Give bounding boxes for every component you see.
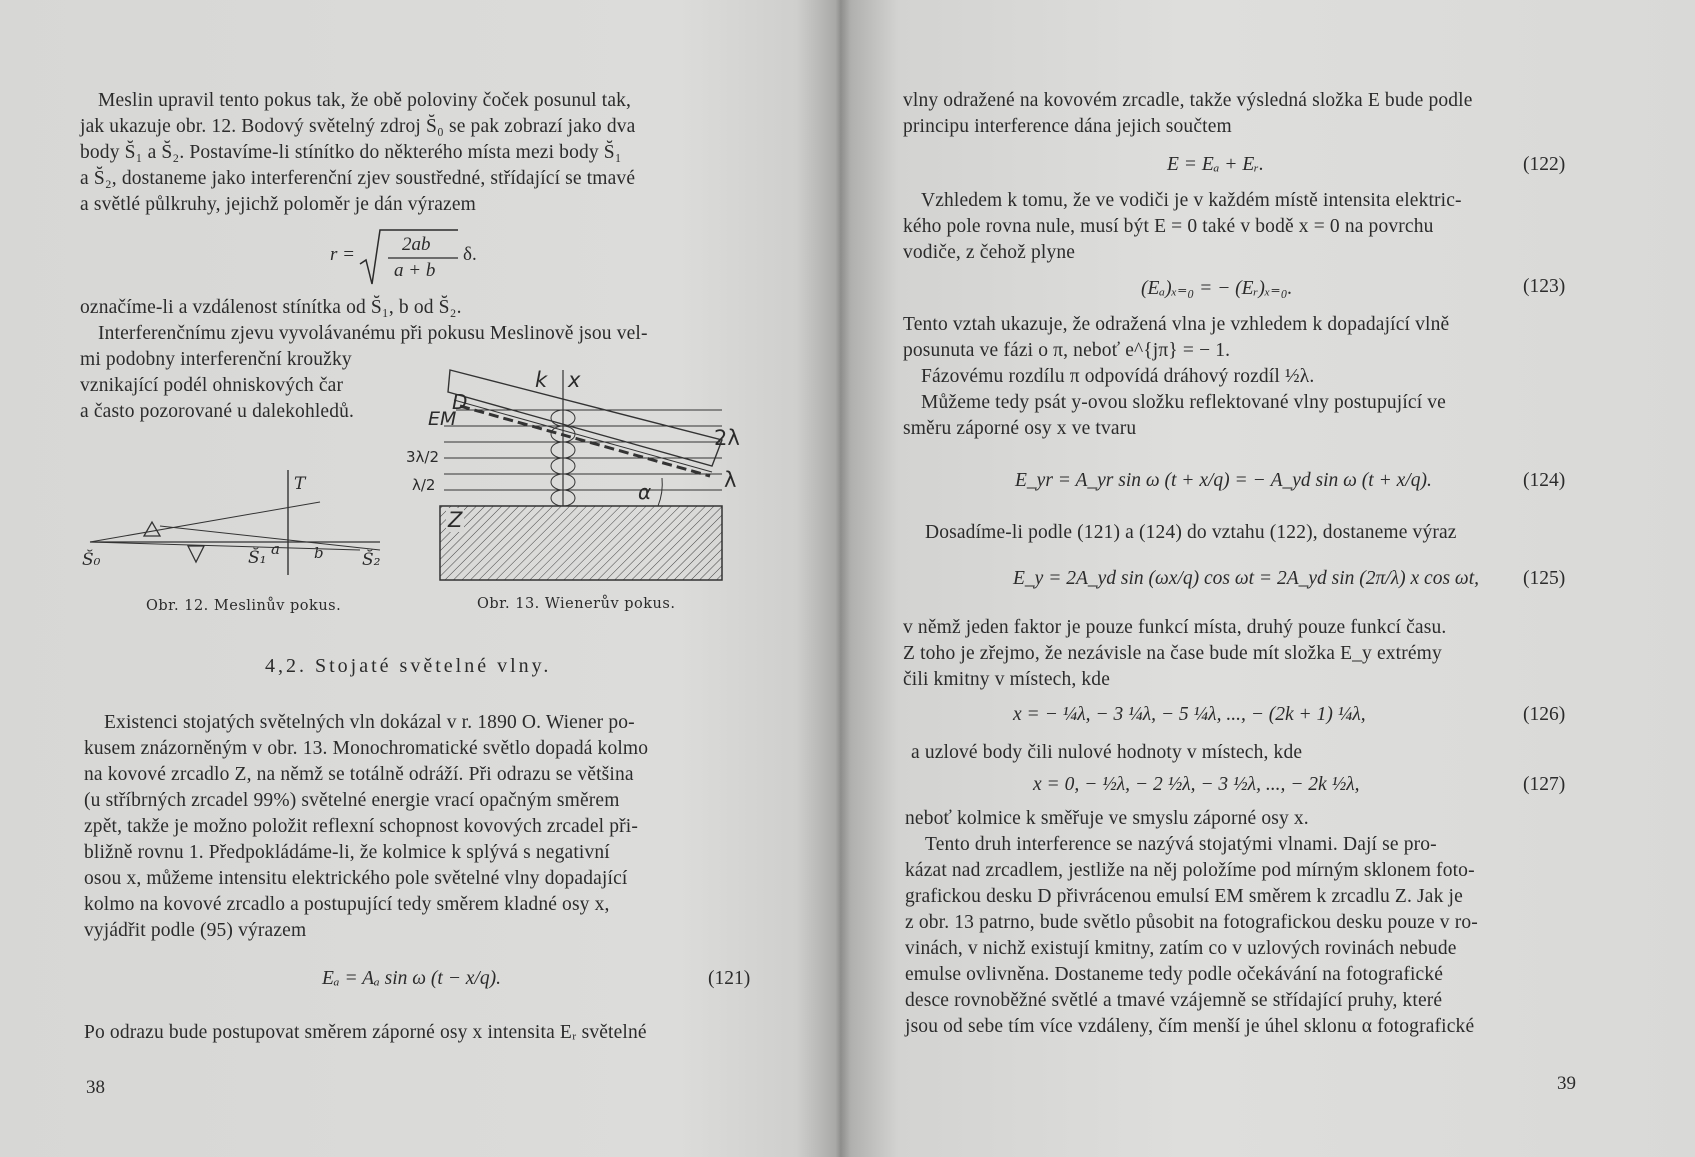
page-number-right: 39: [1557, 1073, 1576, 1094]
section-heading: 4,2. Stojaté světelné vlny.: [265, 655, 552, 677]
right-para5-line: Z toho je zřejmo, že nezávisle na čase bude mít složka E_y extrémy: [903, 643, 1442, 664]
fig12-label-S2: S̆₂: [362, 550, 381, 570]
fig13-label-D: D: [452, 390, 468, 414]
equation-127-number: (127): [1523, 774, 1566, 795]
right-para3-line: směru záporné osy x ve tvaru: [903, 418, 1137, 439]
left-para1-line: jak ukazuje obr. 12. Bodový světelný zdroj S̆₀ se pak zobrazí jako dva: [80, 116, 636, 137]
fig13-label-Z: Z: [448, 508, 463, 532]
left-para4-line: (u stříbrných zrcadel 99%) světelné energie vrací opačným směrem: [84, 790, 620, 811]
fig12-label-S1: S̆₁: [248, 548, 267, 568]
left-para4-line: kolmo na kovové zrcadlo a postupující tedy směrem kladné osy x,: [84, 894, 610, 915]
right-para1-line: vlny odražené na kovovém zrcadle, takže výsledná složka E bude podle: [903, 90, 1473, 111]
equation-123: (Eₐ)ₓ₌₀ = − (Eᵣ)ₓ₌₀.: [1141, 278, 1293, 299]
figure-13: [400, 370, 740, 582]
right-para7-line: desce rovnoběžné světlé a tmavé vzájemně se střídající pruhy, které: [905, 990, 1443, 1011]
fig12-label-T: T: [294, 474, 306, 494]
right-para7-line: kázat nad zrcadlem, jestliže na něj položíme pod mírným sklonem foto-: [905, 860, 1475, 881]
left-para1-line: a S̆₂, dostaneme jako interferenční zjev soustředné, střídající se tmavé: [80, 168, 636, 189]
eq-r-numerator: 2ab: [402, 234, 431, 255]
right-para3-line: Tento vztah ukazuje, že odražená vlna je vzhledem k dopadající vlně: [903, 314, 1450, 335]
right-page: [845, 0, 1695, 1157]
figure-12-caption: Obr. 12. Meslinův pokus.: [146, 598, 342, 614]
left-para2: označíme-li a vzdálenost stínítka od S̆₁, b od S̆₂.: [80, 297, 462, 318]
fig13-label-half: λ/2: [412, 476, 436, 494]
equation-122-number: (122): [1523, 154, 1566, 175]
fig12-label-S0: S̆₀: [82, 550, 101, 570]
left-para1-line: Meslin upravil tento pokus tak, že obě poloviny čoček posunul tak,: [98, 90, 632, 111]
fig12-label-b: b: [314, 544, 324, 562]
left-para4-line: kusem znázorněným v obr. 13. Monochromatické světlo dopadá kolmo: [84, 738, 649, 759]
equation-125-number: (125): [1523, 568, 1566, 589]
left-para4-line: vyjádřit podle (95) výrazem: [84, 920, 307, 941]
right-para7-line: grafickou desku D přivrácenou emulsí EM směrem k zrcadlu Z. Jak je: [905, 886, 1463, 907]
right-para3-line: posunuta ve fázi o π, neboť e^{jπ} = − 1.: [903, 340, 1231, 361]
equation-125: E_y = 2A_yd sin (ωx/q) cos ωt = 2A_yd sin (2π/λ) x cos ωt,: [1013, 568, 1479, 589]
left-page: [0, 0, 830, 1157]
right-para7-line: Tento druh interference se nazývá stojatými vlnami. Dají se pro-: [925, 834, 1437, 855]
equation-123-number: (123): [1523, 276, 1566, 297]
right-para7-line: jsou od sebe tím více vzdáleny, čím menší je úhel sklonu α fotografické: [905, 1016, 1475, 1037]
right-para3-line: Můžeme tedy psát y-ovou složku reflektované vlny postupující ve: [921, 392, 1446, 413]
fig13-label-alpha: α: [638, 480, 652, 504]
fig13-label-3half: 3λ/2: [406, 448, 440, 466]
left-para3-line: a často pozorované u dalekohledů.: [80, 401, 355, 422]
left-para1-line: body S̆₁ a S̆₂. Postavíme-li stínítko do některého místa mezi body S̆₁: [80, 142, 622, 163]
equation-r: [330, 228, 500, 288]
eq-r-lhs: r =: [330, 244, 355, 265]
right-para7-line: vinách, v nichž existují kmitny, zatím co v uzlových rovinách nebude: [905, 938, 1457, 959]
left-para1-line: a světlé půlkruhy, jejichž poloměr je dán výrazem: [80, 194, 476, 215]
right-para7-line: z obr. 13 patrno, bude světlo působit na fotografickou desku pouze v ro-: [905, 912, 1478, 933]
right-para7-line: neboť kolmice k směřuje ve smyslu záporné osy x.: [905, 808, 1309, 829]
equation-121-number: (121): [708, 968, 751, 989]
page-number-left: 38: [86, 1077, 105, 1098]
equation-126-number: (126): [1523, 704, 1566, 725]
equation-127: x = 0, − ½λ, − 2 ½λ, − 3 ½λ, ..., − 2k ½λ,: [1033, 774, 1360, 795]
fig13-label-EM: EM: [428, 408, 457, 430]
figure-12: [80, 470, 400, 590]
right-para1-line: principu interference dána jejich součtem: [903, 116, 1232, 137]
left-para4-line: bližně rovnu 1. Předpokládáme-li, že kolmice k splývá s negativní: [84, 842, 610, 863]
eq-r-denominator: a + b: [394, 260, 436, 281]
right-para4: Dosadíme-li podle (121) a (124) do vztahu (122), dostaneme výraz: [925, 522, 1457, 543]
fig13-label-2lambda: 2λ: [714, 426, 740, 450]
left-para4-line: na kovové zrcadlo Z, na němž se totálně odráží. Při odrazu se většina: [84, 764, 634, 785]
fig13-label-lambda: λ: [724, 468, 737, 492]
left-para4-line: zpět, takže je možno položit reflexní schopnost kovových zrcadel při-: [84, 816, 638, 837]
fig13-label-k: k: [535, 368, 548, 392]
left-para3-line: Interferenčnímu zjevu vyvolávanému při pokusu Meslinově jsou vel-: [98, 323, 648, 344]
right-para5-line: čili kmitny v místech, kde: [903, 669, 1110, 690]
figure-12-drawing: [80, 470, 400, 590]
equation-124: E_yr = A_yr sin ω (t + x/q) = − A_yd sin ω (t + x/q).: [1015, 470, 1432, 491]
equation-122: E = Eₐ + Eᵣ.: [1167, 154, 1264, 175]
fig13-label-x: x: [568, 368, 581, 392]
fig12-label-a: a: [271, 540, 280, 558]
left-para5: Po odrazu bude postupovat směrem záporné osy x intensita Eᵣ světelné: [84, 1022, 647, 1043]
figure-13-drawing: [400, 370, 740, 582]
right-para5-line: v němž jeden faktor je pouze funkcí místa, druhý pouze funkcí času.: [903, 617, 1447, 638]
right-para2-line: kého pole rovna nule, musí být E = 0 také v bodě x = 0 na povrchu: [903, 216, 1434, 237]
equation-121: Eₐ = Aₐ sin ω (t − x/q).: [322, 968, 501, 989]
right-para2-line: vodiče, z čehož plyne: [903, 242, 1076, 263]
left-para4-line: Existenci stojatých světelných vln dokázal v r. 1890 O. Wiener po-: [104, 712, 635, 733]
left-para3-line: vznikající podél ohniskových čar: [80, 375, 344, 396]
left-para3-line: mi podobny interferenční kroužky: [80, 349, 352, 370]
eq-r-tail: δ.: [463, 244, 477, 265]
figure-13-caption: Obr. 13. Wienerův pokus.: [477, 596, 676, 612]
equation-124-number: (124): [1523, 470, 1566, 491]
right-para2-line: Vzhledem k tomu, že ve vodiči je v každém místě intensita elektric-: [921, 190, 1462, 211]
right-para3-line: Fázovému rozdílu π odpovídá dráhový rozdíl ½λ.: [921, 366, 1315, 387]
right-para7-line: emulse ovlivněna. Dostaneme tedy podle očekávání na fotografické: [905, 964, 1444, 985]
equation-126: x = − ¼λ, − 3 ¼λ, − 5 ¼λ, ..., − (2k + 1) ¼λ,: [1013, 704, 1366, 725]
left-para4-line: osou x, můžeme intensitu elektrického pole světelné vlny dopadající: [84, 868, 628, 889]
right-para6: a uzlové body čili nulové hodnoty v místech, kde: [911, 742, 1303, 763]
